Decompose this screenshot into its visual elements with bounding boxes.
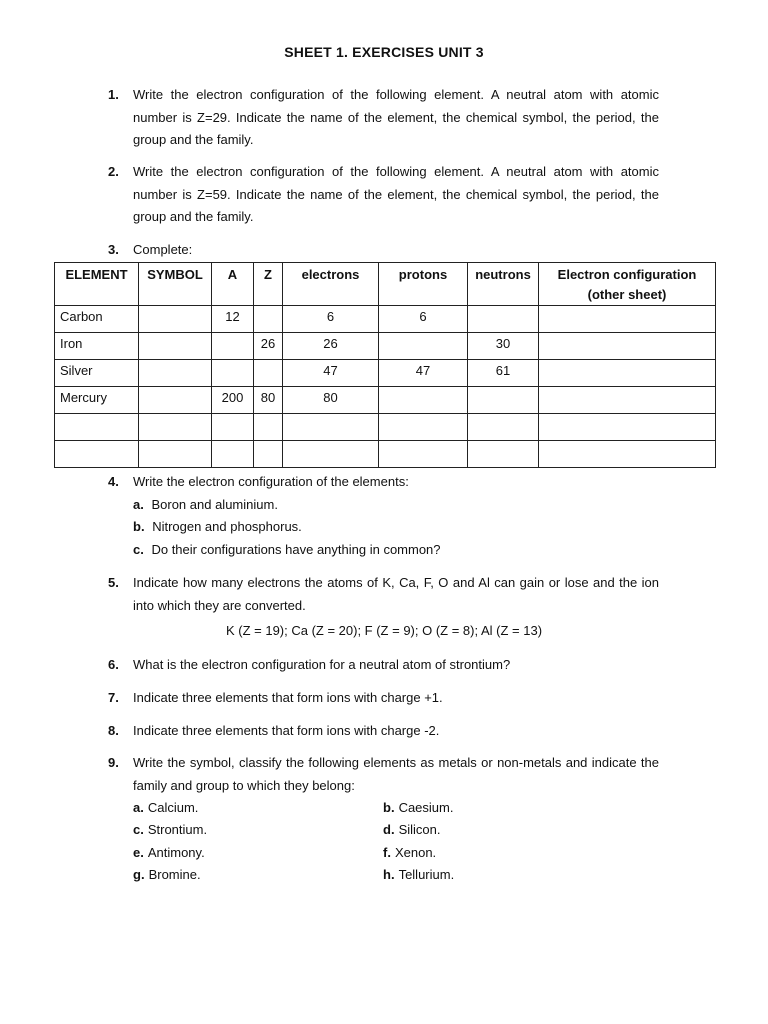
item-label: g.: [133, 867, 145, 882]
atomic-numbers-line: K (Z = 19); Ca (Z = 20); F (Z = 9); O (Z = 8); Al (Z = 13): [225, 623, 543, 638]
list-item: [133, 797, 198, 820]
header-element: ELEMENT: [55, 263, 139, 306]
cell-configuration[interactable]: [539, 333, 716, 360]
table-header-row: [55, 263, 716, 306]
question-number: 8.: [108, 723, 119, 738]
cell-a[interactable]: [212, 360, 254, 387]
question-7: [108, 687, 659, 710]
question-number: 2.: [108, 164, 119, 179]
header-symbol: SYMBOL: [139, 263, 212, 306]
cell-electrons[interactable]: 80: [283, 387, 379, 414]
question-text: Complete:: [133, 242, 193, 257]
cell-a[interactable]: 12: [212, 306, 254, 333]
header-protons: protons: [379, 263, 468, 306]
cell-configuration[interactable]: [539, 360, 716, 387]
cell-protons[interactable]: [379, 414, 468, 441]
item-text: Nitrogen and phosphorus.: [152, 519, 302, 534]
question-3: [108, 239, 659, 262]
item-text: Calcium.: [147, 800, 199, 815]
list-item: [133, 494, 278, 517]
cell-z[interactable]: [254, 360, 283, 387]
cell-z[interactable]: [254, 306, 283, 333]
question-1: [108, 84, 659, 152]
cell-element[interactable]: Mercury: [55, 387, 139, 414]
cell-symbol[interactable]: [139, 333, 212, 360]
cell-electrons[interactable]: 47: [283, 360, 379, 387]
question-text: Write the electron configuration of the elements:: [133, 474, 409, 489]
header-a: A: [212, 263, 254, 306]
cell-a[interactable]: [212, 441, 254, 468]
cell-element[interactable]: [55, 414, 139, 441]
question-number: 9.: [108, 755, 119, 770]
list-item: [133, 864, 201, 887]
question-text: Indicate how many electrons the atoms of K, Ca, F, O and Al can gain or lose and the ion into which they are converted.: [133, 575, 659, 613]
question-6: [108, 654, 659, 677]
list-item: [133, 819, 207, 842]
cell-element[interactable]: Iron: [55, 333, 139, 360]
cell-configuration[interactable]: [539, 306, 716, 333]
item-label: b.: [383, 800, 395, 815]
item-label: h.: [383, 867, 395, 882]
cell-neutrons[interactable]: [468, 387, 539, 414]
cell-electrons[interactable]: 6: [283, 306, 379, 333]
item-text: Caesium.: [398, 800, 454, 815]
question-5: [108, 572, 659, 617]
cell-symbol[interactable]: [139, 414, 212, 441]
elements-table: [54, 262, 716, 468]
header-z: Z: [254, 263, 283, 306]
cell-configuration[interactable]: [539, 387, 716, 414]
item-text: Bromine.: [148, 867, 201, 882]
list-item: [133, 842, 205, 865]
question-number: 5.: [108, 575, 119, 590]
cell-protons[interactable]: [379, 333, 468, 360]
page-title: SHEET 1. EXERCISES UNIT 3: [284, 44, 484, 60]
question-text: Indicate three elements that form ions with charge -2.: [133, 723, 440, 738]
cell-z[interactable]: [254, 441, 283, 468]
item-label: d.: [383, 822, 395, 837]
list-item: [383, 864, 454, 887]
cell-neutrons[interactable]: [468, 414, 539, 441]
item-label: c.: [133, 822, 144, 837]
header-electrons: electrons: [283, 263, 379, 306]
item-text: Tellurium.: [398, 867, 455, 882]
cell-neutrons[interactable]: [468, 441, 539, 468]
cell-symbol[interactable]: [139, 387, 212, 414]
question-number: 6.: [108, 657, 119, 672]
list-item: [383, 819, 440, 842]
question-text: Write the electron configuration of the following element. A neutral atom with atomic number is Z=29. Indicate the name of the element, the chemical symbol, the period, the group and the family.: [133, 87, 659, 147]
question-text: Indicate three elements that form ions with charge +1.: [133, 690, 443, 705]
item-label: c.: [133, 542, 144, 557]
list-item: [383, 842, 436, 865]
question-8: [108, 720, 659, 743]
question-number: 7.: [108, 690, 119, 705]
item-text: Strontium.: [147, 822, 208, 837]
cell-z[interactable]: 80: [254, 387, 283, 414]
cell-a[interactable]: 200: [212, 387, 254, 414]
cell-element[interactable]: Carbon: [55, 306, 139, 333]
cell-electrons[interactable]: 26: [283, 333, 379, 360]
cell-element[interactable]: [55, 441, 139, 468]
cell-protons[interactable]: [379, 387, 468, 414]
cell-configuration[interactable]: [539, 441, 716, 468]
question-2: [108, 161, 659, 229]
list-item: [133, 516, 302, 539]
table-row: [55, 306, 716, 333]
header-neutrons: neutrons: [468, 263, 539, 306]
question-number: 1.: [108, 87, 119, 102]
question-text: Write the symbol, classify the following elements as metals or non-metals and indicate the family and group to which they belong:: [133, 755, 659, 793]
table-row: [55, 441, 716, 468]
question-9: [108, 752, 659, 797]
cell-protons[interactable]: 6: [379, 306, 468, 333]
item-text: Antimony.: [147, 845, 205, 860]
item-label: f.: [383, 845, 391, 860]
item-label: a.: [133, 800, 144, 815]
cell-electrons[interactable]: [283, 441, 379, 468]
item-label: a.: [133, 497, 144, 512]
cell-a[interactable]: [212, 414, 254, 441]
cell-neutrons[interactable]: 61: [468, 360, 539, 387]
question-number: 4.: [108, 474, 119, 489]
cell-neutrons[interactable]: [468, 306, 539, 333]
cell-symbol[interactable]: [139, 441, 212, 468]
item-text: Xenon.: [394, 845, 437, 860]
question-number: 3.: [108, 242, 119, 257]
cell-symbol[interactable]: [139, 360, 212, 387]
table-row: [55, 360, 716, 387]
item-text: Do their configurations have anything in common?: [151, 542, 441, 557]
cell-z[interactable]: 26: [254, 333, 283, 360]
item-label: e.: [133, 845, 144, 860]
cell-protons[interactable]: 47: [379, 360, 468, 387]
table-row: [55, 387, 716, 414]
item-text: Silicon.: [398, 822, 441, 837]
question-text: Write the electron configuration of the following element. A neutral atom with atomic number is Z=59. Indicate the name of the element, the chemical symbol, the period, the group and the family.: [133, 164, 659, 224]
list-item: [133, 539, 441, 562]
header-electron-configuration: Electron configuration (other sheet): [539, 263, 716, 306]
cell-protons[interactable]: [379, 441, 468, 468]
question-4: [108, 471, 659, 494]
cell-electrons[interactable]: [283, 414, 379, 441]
cell-a[interactable]: [212, 333, 254, 360]
item-label: b.: [133, 519, 145, 534]
cell-z[interactable]: [254, 414, 283, 441]
list-item: [383, 797, 453, 820]
table-row: [55, 333, 716, 360]
cell-element[interactable]: Silver: [55, 360, 139, 387]
cell-neutrons[interactable]: 30: [468, 333, 539, 360]
table-row: [55, 414, 716, 441]
question-text: What is the electron configuration for a neutral atom of strontium?: [133, 657, 511, 672]
item-text: Boron and aluminium.: [151, 497, 278, 512]
cell-configuration[interactable]: [539, 414, 716, 441]
cell-symbol[interactable]: [139, 306, 212, 333]
